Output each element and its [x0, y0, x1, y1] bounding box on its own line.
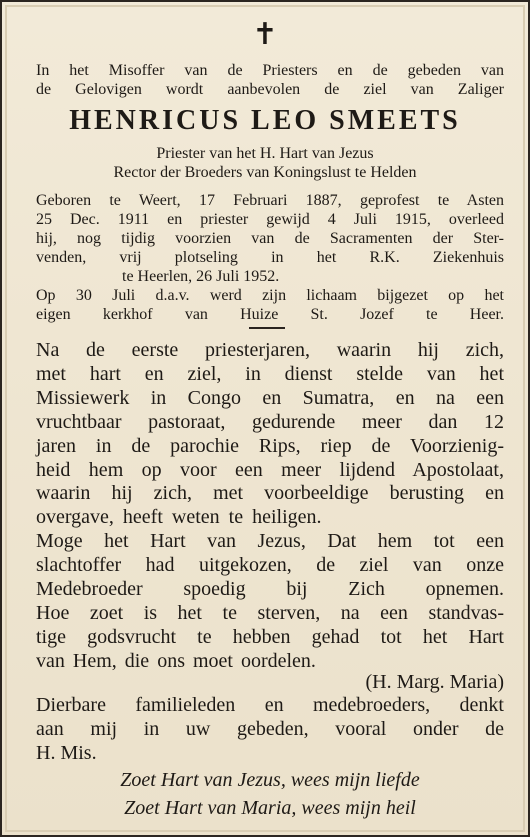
- title-line: Rector der Broeders van Koningslust te Helden: [113, 164, 417, 181]
- deceased-name: HENRICUS LEO SMEETS: [69, 105, 461, 136]
- body-line: tige godsvrucht te hebben gehad tot het Hart: [36, 625, 504, 648]
- bio-line: hij, nog tijdig voorzien van de Sacramenten der Ster-: [36, 230, 504, 247]
- bio-line: 25 Dec. 1911 en priester gewijd 4 Juli 1915, overleed: [36, 211, 504, 228]
- cross-icon: ✝: [252, 17, 278, 52]
- intro-text: [36, 61, 504, 99]
- body-line: slachtoffer had uitgekozen, de ziel van onze: [36, 554, 504, 577]
- bio-line: Op 30 Juli d.a.v. werd zijn lichaam bijgezet op het: [36, 287, 504, 304]
- intro-line: de Gelovigen wordt aanbevolen de ziel van Zaliger: [36, 81, 504, 98]
- divider: [249, 327, 285, 329]
- bio-line: eigen kerkhof van Huize St. Jozef te Heer.: [36, 306, 504, 323]
- body-line: Moge het Hart van Jezus, Dat hem tot een: [36, 530, 504, 553]
- body-line: met hart en ziel, in dienst stelde van het: [36, 362, 504, 385]
- intro-line: In het Misoffer van de Priesters en de gebeden van: [36, 62, 504, 79]
- body-line: Medebroeder spoedig bij Zich opnemen.: [36, 578, 504, 601]
- bio-line: Geboren te Weert, 17 Februari 1887, geprofest te Asten: [36, 192, 504, 209]
- closing-line: H. Mis.: [36, 741, 97, 764]
- invocations: [36, 766, 504, 822]
- biography: [36, 191, 504, 324]
- signature: (H. Marg. Maria): [365, 671, 504, 693]
- body-line: vruchtbaar pastoraat, gedurende meer dan 12: [36, 410, 504, 433]
- closing-line: aan mij in uw gebeden, vooral onder de: [36, 717, 504, 740]
- titles: [42, 144, 488, 182]
- bio-line: venden, vrij plotseling in het R.K. Ziekenhuis: [36, 249, 504, 266]
- invocation-line: Zoet Hart van Jezus, wees mijn liefde: [120, 769, 420, 791]
- body-line: heid hem op voor een meer lijdend Apostolaat,: [36, 458, 504, 481]
- closing-text: [36, 694, 504, 766]
- bio-line: te Heerlen, 26 Juli 1952.: [122, 268, 280, 285]
- body-line: Missiewerk in Congo en Sumatra, en na een: [36, 386, 504, 409]
- main-text: [36, 339, 504, 674]
- title-line: Priester van het H. Hart van Jezus: [156, 145, 374, 162]
- body-line: Na de eerste priesterjaren, waarin hij zich,: [36, 339, 504, 361]
- body-line: waarin hij zich, met voorbeeldige berusting en: [36, 482, 504, 505]
- body-line: Hoe zoet is het te sterven, na een standvas-: [36, 601, 504, 624]
- body-line: van Hem, die ons moet oordelen.: [36, 649, 316, 672]
- invocation-line: Zoet Hart van Maria, wees mijn heil: [124, 797, 416, 819]
- closing-line: Dierbare familieleden en medebroeders, denkt: [36, 694, 504, 716]
- body-line: overgave, heeft weten te heiligen.: [36, 506, 322, 529]
- body-line: jaren in de parochie Rips, riep de Voorzienig-: [36, 434, 504, 457]
